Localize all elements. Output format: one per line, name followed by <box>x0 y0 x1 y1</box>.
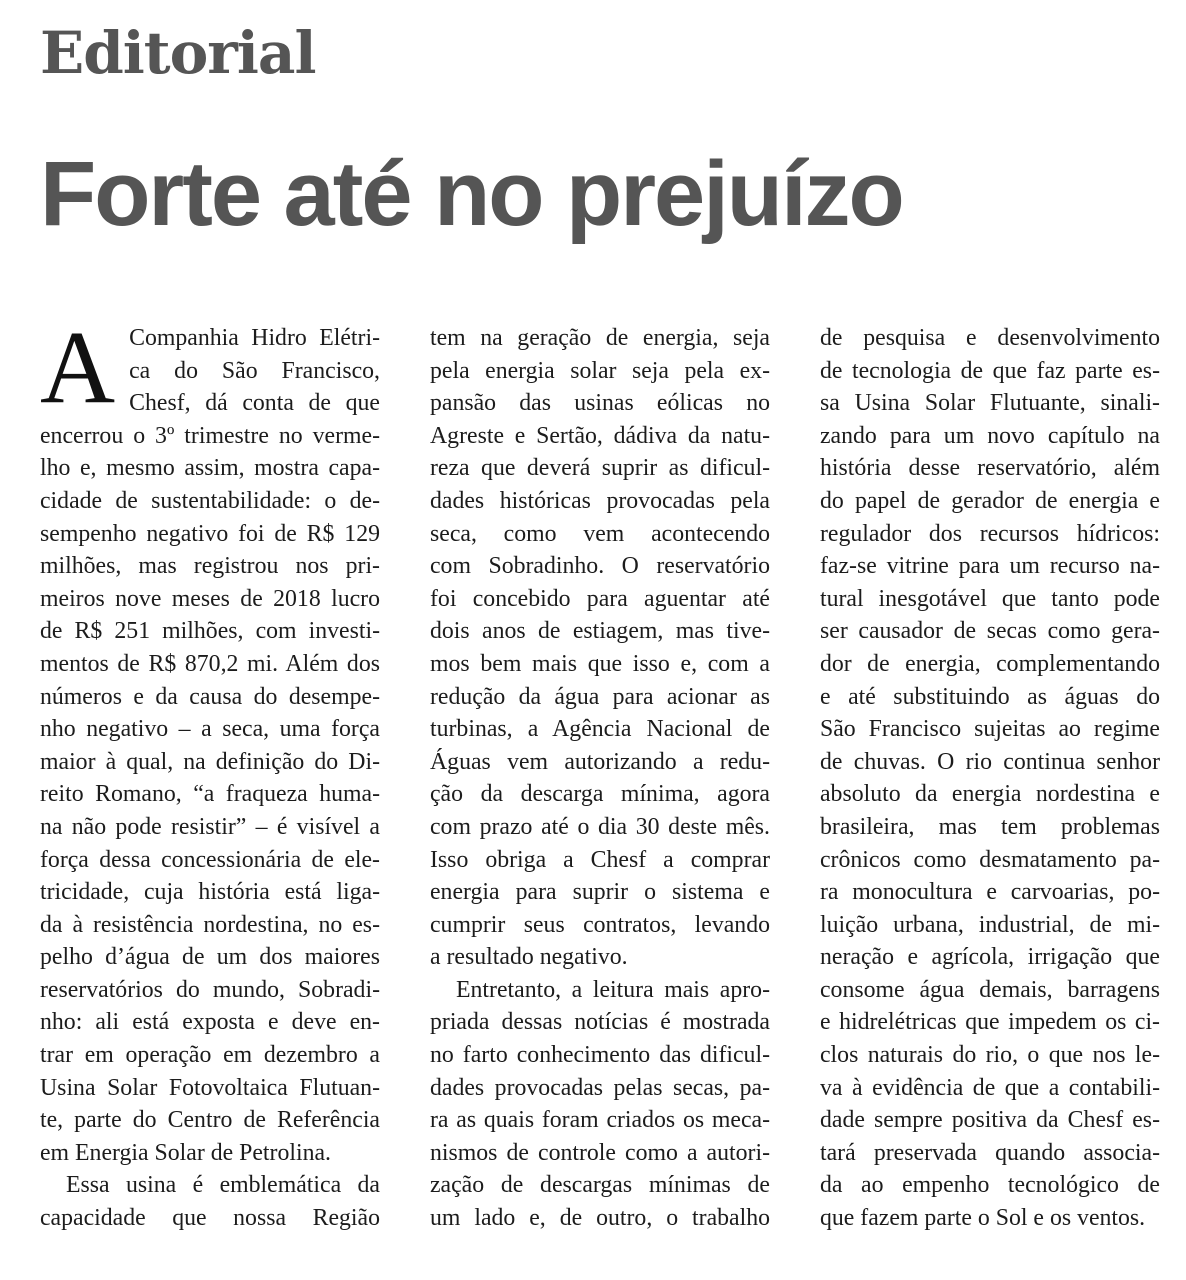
text-line: encerrou o 3º trimestre no verme- <box>40 422 380 449</box>
text-line: de chuvas. O rio continua senhor <box>820 748 1160 775</box>
text-line: dade sempre positiva da Chesf es- <box>820 1107 1160 1134</box>
text-line: reza que deverá suprir as dificul- <box>430 455 770 482</box>
text-line: brasileira, mas tem problemas <box>820 813 1160 840</box>
text-line: tará preservada quando associa- <box>820 1139 1160 1166</box>
text-line: turbinas, a Agência Nacional de <box>430 716 770 743</box>
text-line: que fazem parte o Sol e os ventos. <box>820 1205 1146 1232</box>
drop-cap: A <box>40 322 116 425</box>
text-line: mos bem mais que isso e, com a <box>430 650 770 677</box>
text-line: em Energia Solar de Petrolina. <box>40 1139 331 1166</box>
text-line: nho negativo – a seca, uma força <box>40 716 380 743</box>
text-line: trar em operação em dezembro a <box>40 1042 380 1069</box>
text-line: tural inesgotável que tanto pode <box>820 585 1160 612</box>
text-line: dades históricas provocadas pela <box>430 487 770 514</box>
text-line: ser causador de secas como gera- <box>820 618 1160 645</box>
text-line: da à resistência nordestina, no es- <box>40 911 380 938</box>
text-line: Águas vem autorizando a redu- <box>430 748 770 775</box>
text-line: seca, como vem acontecendo <box>430 520 770 547</box>
article-paragraph <box>40 1169 380 1234</box>
text-line: lho e, mesmo assim, mostra capa- <box>40 455 380 482</box>
text-line: tem na geração de energia, seja <box>430 325 770 351</box>
text-line: com Sobradinho. O reservatório <box>430 553 770 580</box>
text-line: clos naturais do rio, o que nos le- <box>820 1042 1160 1069</box>
text-line: sa Usina Solar Flutuante, sinali- <box>820 390 1160 417</box>
text-line: ra monocultura e carvoarias, po- <box>820 879 1160 906</box>
text-line: de tecnologia de que faz parte es- <box>820 357 1160 384</box>
text-line: nismos de controle como a autori- <box>430 1139 770 1166</box>
text-line: força dessa concessionária de ele- <box>40 846 380 873</box>
article-paragraph <box>430 974 770 1235</box>
text-line: cumprir seus contratos, levando <box>430 911 770 938</box>
text-line: reito Romano, “a fraqueza huma- <box>40 781 380 808</box>
text-line: dades provocadas pelas secas, pa- <box>430 1074 770 1101</box>
text-line: va à evidência de que a contabili- <box>820 1074 1160 1101</box>
article-column-1 <box>40 322 380 1242</box>
article-paragraph <box>40 322 380 1169</box>
text-line: Usina Solar Fotovoltaica Flutuan- <box>40 1074 380 1101</box>
text-line: Entretanto, a leitura mais apro- <box>456 976 770 1003</box>
text-line: sempenho negativo foi de R$ 129 <box>40 520 380 547</box>
text-line: pela energia solar seja pela ex- <box>430 357 770 384</box>
section-label: Editorial <box>40 19 316 87</box>
text-line: a resultado negativo. <box>430 944 628 971</box>
text-line: capacidade que nossa Região <box>40 1205 380 1232</box>
text-line: pansão das usinas eólicas no <box>430 390 770 417</box>
text-line: de R$ 251 milhões, com investi- <box>40 618 380 645</box>
text-line: e até substituindo as águas do <box>820 683 1160 710</box>
text-line: faz-se vitrine para um recurso na- <box>820 553 1160 580</box>
text-line: ção da descarga mínima, agora <box>430 781 770 808</box>
text-line: pelho d’água de um dos maiores <box>40 944 380 971</box>
text-line: redução da água para acionar as <box>430 683 770 710</box>
article-paragraph <box>820 322 1160 1235</box>
text-line: te, parte do Centro de Referência <box>40 1107 380 1134</box>
text-line: crônicos como desmatamento pa- <box>820 846 1160 873</box>
text-line: milhões, mas registrou nos pri- <box>40 553 380 580</box>
text-line: com prazo até o dia 30 deste mês. <box>430 813 770 840</box>
text-line: meiros nove meses de 2018 lucro <box>40 585 380 612</box>
text-line: priada dessas notícias é mostrada <box>430 1009 770 1036</box>
text-line: um lado e, de outro, o trabalho <box>430 1205 770 1232</box>
text-line: da ao empenho tecnológico de <box>820 1172 1160 1199</box>
text-line: Companhia Hidro Elétri- <box>129 325 380 351</box>
text-line: dor de energia, complementando <box>820 650 1160 677</box>
text-line: números e da causa do desempe- <box>40 683 380 710</box>
article-column-2 <box>430 322 770 1242</box>
text-line: do papel de gerador de energia e <box>820 487 1160 514</box>
headline: Forte até no prejuízo <box>40 143 903 245</box>
text-line: São Francisco sujeitas ao regime <box>820 716 1160 743</box>
text-line: Isso obriga a Chesf a comprar <box>430 846 770 873</box>
text-line: Agreste e Sertão, dádiva da natu- <box>430 422 770 449</box>
text-line: tricidade, cuja história está liga- <box>40 879 380 906</box>
text-line: dois anos de estiagem, mas tive- <box>430 618 770 645</box>
text-line: ra as quais foram criados os meca- <box>430 1107 770 1134</box>
article-column-3 <box>820 322 1160 1242</box>
text-line: luição urbana, industrial, de mi- <box>820 911 1160 938</box>
text-line: e hidrelétricas que impedem os ci- <box>820 1009 1160 1036</box>
text-line: nho: ali está exposta e deve en- <box>40 1009 380 1036</box>
text-line: na não pode resistir” – é visível a <box>40 813 380 840</box>
text-line: foi concebido para aguentar até <box>430 585 770 612</box>
text-line: zação de descargas mínimas de <box>430 1172 770 1199</box>
text-line: reservatórios do mundo, Sobradi- <box>40 976 380 1003</box>
text-line: regulador dos recursos hídricos: <box>820 520 1160 547</box>
text-line: história desse reservatório, além <box>820 455 1160 482</box>
text-line: Chesf, dá conta de que <box>129 390 380 417</box>
text-line: ca do São Francisco, <box>129 357 380 384</box>
text-line: no farto conhecimento das dificul- <box>430 1042 770 1069</box>
text-line: cidade de sustentabilidade: o de- <box>40 487 380 514</box>
text-line: neração e agrícola, irrigação que <box>820 944 1160 971</box>
text-line: maior à qual, na definição do Di- <box>40 748 380 775</box>
text-line: zando para um novo capítulo na <box>820 422 1160 449</box>
text-line: Essa usina é emblemática da <box>66 1172 380 1199</box>
text-line: consome água demais, barragens <box>820 976 1160 1003</box>
text-line: absoluto da energia nordestina e <box>820 781 1160 808</box>
text-line: energia para suprir o sistema e <box>430 879 770 906</box>
text-line: mentos de R$ 870,2 mi. Além dos <box>40 650 380 677</box>
article-paragraph <box>430 322 770 974</box>
text-line: de pesquisa e desenvolvimento <box>820 325 1160 351</box>
